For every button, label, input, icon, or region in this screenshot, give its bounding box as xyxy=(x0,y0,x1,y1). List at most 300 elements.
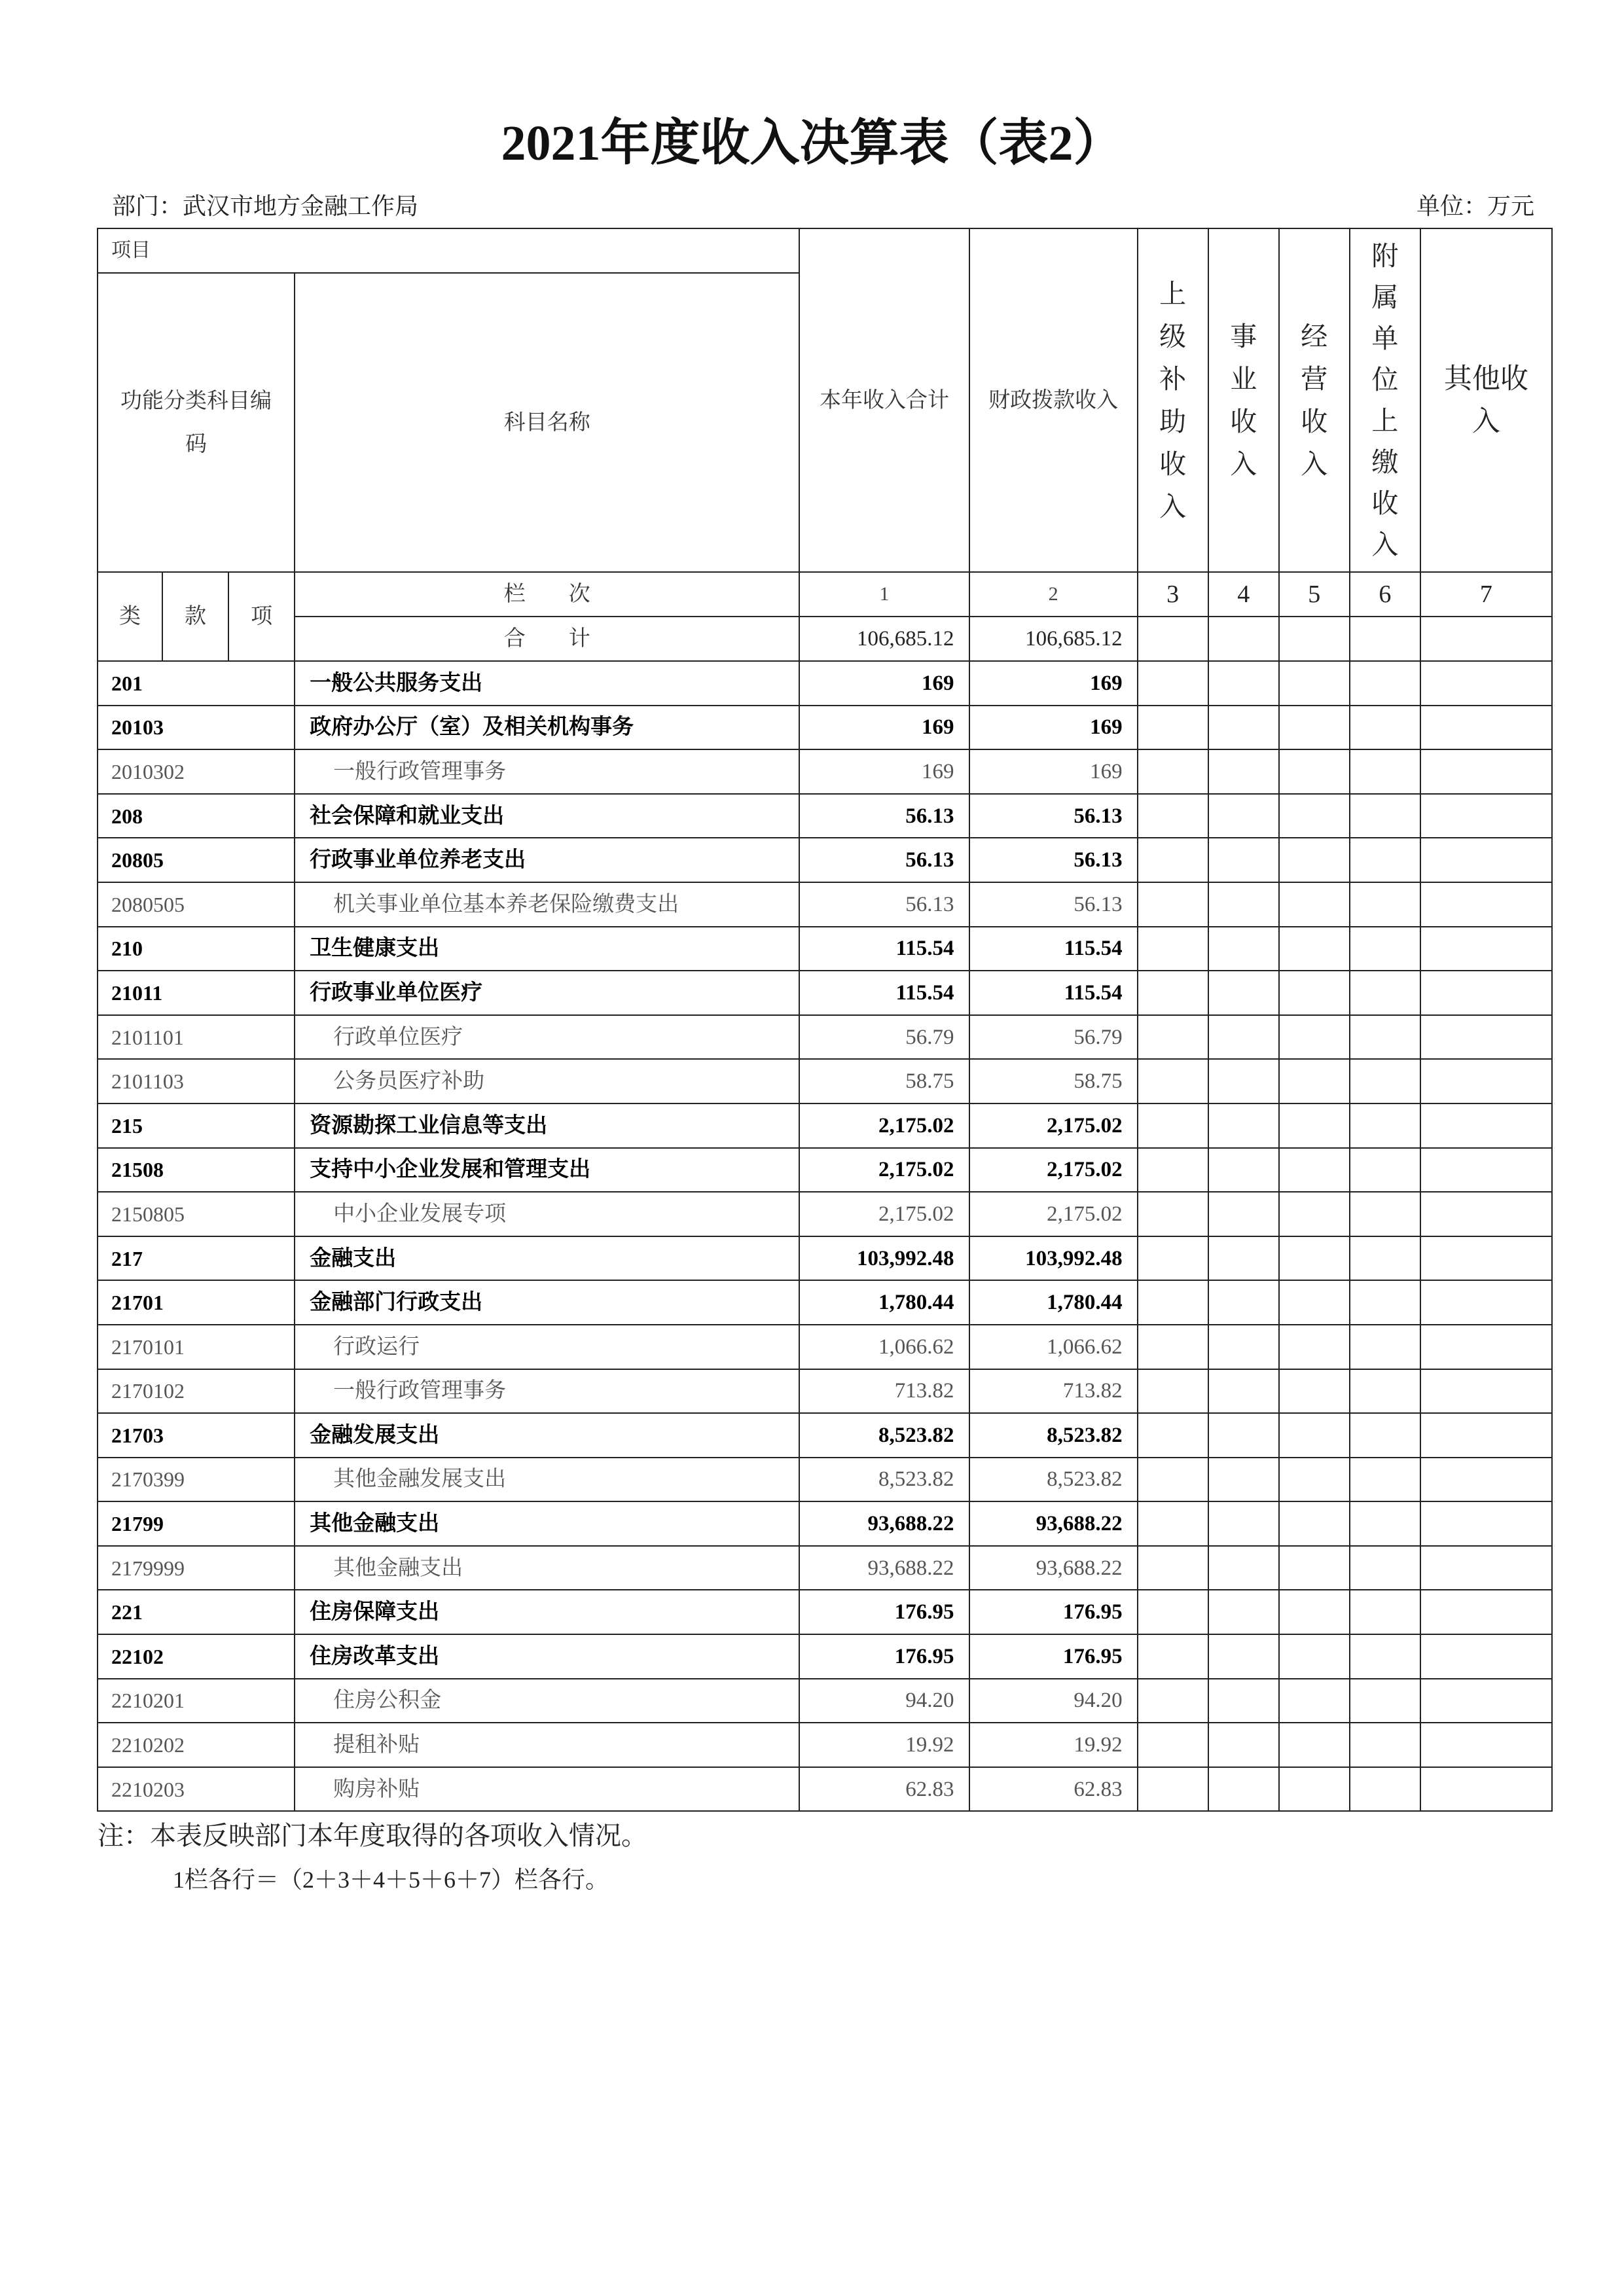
business-income-header xyxy=(1208,228,1279,572)
operating-income-cell xyxy=(1279,1590,1350,1634)
total-income-header-label: 本年收入合计 xyxy=(819,388,949,412)
upper-subsidy-cell xyxy=(1138,749,1208,794)
fiscal-appropriation-cell: 176.95 xyxy=(969,1590,1138,1634)
table-row xyxy=(98,1546,1552,1590)
upper-subsidy-cell xyxy=(1138,706,1208,750)
other-income-cell xyxy=(1420,1767,1552,1812)
project-header: 项目 xyxy=(98,228,799,273)
subject-code-header xyxy=(98,273,295,572)
total-income-cell: 56.79 xyxy=(799,1015,969,1060)
subject-code: 221 xyxy=(98,1590,295,1634)
other-income-cell xyxy=(1420,1413,1552,1458)
table-row xyxy=(98,749,1552,794)
table-row xyxy=(98,1325,1552,1369)
operating-income-cell xyxy=(1279,1325,1350,1369)
fiscal-appropriation-header xyxy=(969,228,1138,572)
affiliated-income-cell xyxy=(1350,1280,1420,1325)
column-number-3: 3 xyxy=(1138,572,1208,617)
other-income-cell xyxy=(1420,1015,1552,1060)
business-income-cell xyxy=(1208,1458,1279,1502)
fiscal-appropriation-cell: 1,066.62 xyxy=(969,1325,1138,1369)
subject-name: 一般行政管理事务 xyxy=(295,1369,799,1414)
subject-name: 住房改革支出 xyxy=(295,1634,799,1679)
fiscal-appropriation-cell: 169 xyxy=(969,661,1138,706)
column-number-5: 5 xyxy=(1279,572,1350,617)
affiliated-income-cell xyxy=(1350,1590,1420,1634)
table-row xyxy=(98,1103,1552,1148)
table-row xyxy=(98,1280,1552,1325)
other-income-cell xyxy=(1420,1103,1552,1148)
upper-subsidy-cell xyxy=(1138,1369,1208,1414)
subject-name: 金融支出 xyxy=(295,1236,799,1281)
business-income-header-label: 事业收入 xyxy=(1230,321,1257,479)
business-income-cell xyxy=(1208,927,1279,971)
total-other-income-value xyxy=(1420,617,1552,661)
operating-income-cell xyxy=(1279,1103,1350,1148)
other-income-cell xyxy=(1420,1546,1552,1590)
operating-income-cell xyxy=(1279,706,1350,750)
upper-subsidy-cell xyxy=(1138,1280,1208,1325)
operating-income-cell xyxy=(1279,1546,1350,1590)
subject-code: 2210201 xyxy=(98,1679,295,1723)
table-row xyxy=(98,1590,1552,1634)
total-income-cell: 8,523.82 xyxy=(799,1458,969,1502)
subject-name: 政府办公厅（室）及相关机构事务 xyxy=(295,706,799,750)
other-income-header xyxy=(1420,228,1552,572)
total-income-cell: 58.75 xyxy=(799,1059,969,1103)
upper-subsidy-cell xyxy=(1138,1236,1208,1281)
total-income-cell: 93,688.22 xyxy=(799,1501,969,1546)
operating-income-header xyxy=(1279,228,1350,572)
fiscal-appropriation-cell: 2,175.02 xyxy=(969,1192,1138,1236)
total-income-cell: 93,688.22 xyxy=(799,1546,969,1590)
subject-code-header-label: 功能分类科目编码 xyxy=(120,389,272,456)
business-income-cell xyxy=(1208,1325,1279,1369)
other-income-cell xyxy=(1420,1723,1552,1767)
other-income-cell xyxy=(1420,749,1552,794)
affiliated-income-cell xyxy=(1350,749,1420,794)
table-row xyxy=(98,927,1552,971)
subject-code: 2150805 xyxy=(98,1192,295,1236)
upper-subsidy-cell xyxy=(1138,1059,1208,1103)
table-row xyxy=(98,1458,1552,1502)
subject-code: 2210203 xyxy=(98,1767,295,1812)
subject-name: 一般公共服务支出 xyxy=(295,661,799,706)
upper-subsidy-cell xyxy=(1138,1723,1208,1767)
affiliated-income-cell xyxy=(1350,1634,1420,1679)
table-header xyxy=(98,228,1552,661)
business-income-cell xyxy=(1208,1723,1279,1767)
table-row xyxy=(98,661,1552,706)
fiscal-appropriation-cell: 169 xyxy=(969,749,1138,794)
total-upper-subsidy-value xyxy=(1138,617,1208,661)
affiliated-income-cell xyxy=(1350,1546,1420,1590)
fiscal-appropriation-cell: 115.54 xyxy=(969,971,1138,1015)
upper-subsidy-cell xyxy=(1138,1634,1208,1679)
table-row xyxy=(98,1723,1552,1767)
operating-income-cell xyxy=(1279,749,1350,794)
table-row xyxy=(98,838,1552,882)
fiscal-appropriation-cell: 8,523.82 xyxy=(969,1413,1138,1458)
fiscal-appropriation-cell: 94.20 xyxy=(969,1679,1138,1723)
affiliated-income-cell xyxy=(1350,1501,1420,1546)
total-income-cell: 115.54 xyxy=(799,927,969,971)
total-income-cell: 56.13 xyxy=(799,794,969,838)
income-table xyxy=(97,228,1553,1812)
fiscal-appropriation-cell: 103,992.48 xyxy=(969,1236,1138,1281)
subject-code: 2179999 xyxy=(98,1546,295,1590)
subject-code: 210 xyxy=(98,927,295,971)
other-income-cell xyxy=(1420,1325,1552,1369)
total-income-cell: 94.20 xyxy=(799,1679,969,1723)
fiscal-appropriation-cell: 62.83 xyxy=(969,1767,1138,1812)
other-income-cell xyxy=(1420,1192,1552,1236)
fiscal-appropriation-cell: 169 xyxy=(969,706,1138,750)
subject-code: 2080505 xyxy=(98,882,295,927)
header-row-project xyxy=(98,228,1552,273)
note-line-2: 1栏各行＝（2＋3＋4＋5＋6＋7）栏各行。 xyxy=(173,1867,609,1893)
kuan-header: 款 xyxy=(162,572,228,661)
total-income-cell: 2,175.02 xyxy=(799,1103,969,1148)
fiscal-appropriation-cell: 56.13 xyxy=(969,882,1138,927)
affiliated-income-cell xyxy=(1350,1015,1420,1060)
operating-income-cell xyxy=(1279,1634,1350,1679)
subject-name: 其他金融发展支出 xyxy=(295,1458,799,1502)
upper-subsidy-cell xyxy=(1138,1413,1208,1458)
business-income-cell xyxy=(1208,1015,1279,1060)
business-income-cell xyxy=(1208,882,1279,927)
operating-income-cell xyxy=(1279,1280,1350,1325)
table-row xyxy=(98,1501,1552,1546)
upper-subsidy-cell xyxy=(1138,1148,1208,1193)
business-income-cell xyxy=(1208,1767,1279,1812)
total-income-cell: 2,175.02 xyxy=(799,1148,969,1193)
subject-name: 购房补贴 xyxy=(295,1767,799,1812)
subject-name: 行政事业单位医疗 xyxy=(295,971,799,1015)
business-income-cell xyxy=(1208,1103,1279,1148)
operating-income-cell xyxy=(1279,1458,1350,1502)
affiliated-income-header-label: 附属单位上缴收入 xyxy=(1371,240,1399,560)
fiscal-appropriation-cell: 115.54 xyxy=(969,927,1138,971)
unit-label: 单位：万元 xyxy=(1416,193,1534,219)
operating-income-cell xyxy=(1279,1148,1350,1193)
fiscal-appropriation-cell: 58.75 xyxy=(969,1059,1138,1103)
affiliated-income-cell xyxy=(1350,927,1420,971)
fiscal-appropriation-cell: 56.79 xyxy=(969,1015,1138,1060)
subject-code: 21508 xyxy=(98,1148,295,1193)
subject-code: 208 xyxy=(98,794,295,838)
total-income-cell: 169 xyxy=(799,749,969,794)
affiliated-income-cell xyxy=(1350,1148,1420,1193)
upper-subsidy-cell xyxy=(1138,1679,1208,1723)
subject-name: 住房公积金 xyxy=(295,1679,799,1723)
upper-subsidy-cell xyxy=(1138,1590,1208,1634)
business-income-cell xyxy=(1208,1413,1279,1458)
upper-subsidy-cell xyxy=(1138,927,1208,971)
subject-code: 2101103 xyxy=(98,1059,295,1103)
table-row xyxy=(98,1369,1552,1414)
total-income-cell: 1,780.44 xyxy=(799,1280,969,1325)
business-income-cell xyxy=(1208,1280,1279,1325)
operating-income-cell xyxy=(1279,1236,1350,1281)
operating-income-cell xyxy=(1279,927,1350,971)
operating-income-cell xyxy=(1279,1767,1350,1812)
other-income-cell xyxy=(1420,882,1552,927)
subject-name: 中小企业发展专项 xyxy=(295,1192,799,1236)
other-income-cell xyxy=(1420,1679,1552,1723)
total-income-header xyxy=(799,228,969,572)
table-row xyxy=(98,794,1552,838)
subject-code: 2101101 xyxy=(98,1015,295,1060)
affiliated-income-cell xyxy=(1350,1679,1420,1723)
subject-code: 217 xyxy=(98,1236,295,1281)
affiliated-income-cell xyxy=(1350,1325,1420,1369)
subject-name: 支持中小企业发展和管理支出 xyxy=(295,1148,799,1193)
other-income-cell xyxy=(1420,927,1552,971)
subject-name: 金融部门行政支出 xyxy=(295,1280,799,1325)
fiscal-appropriation-cell: 93,688.22 xyxy=(969,1546,1138,1590)
fiscal-appropriation-cell: 93,688.22 xyxy=(969,1501,1138,1546)
affiliated-income-header xyxy=(1350,228,1420,572)
business-income-cell xyxy=(1208,1369,1279,1414)
total-income-cell: 169 xyxy=(799,661,969,706)
table-row xyxy=(98,1679,1552,1723)
operating-income-cell xyxy=(1279,1413,1350,1458)
total-row xyxy=(98,617,1552,661)
other-income-cell xyxy=(1420,1634,1552,1679)
business-income-cell xyxy=(1208,1148,1279,1193)
subject-name: 其他金融支出 xyxy=(295,1501,799,1546)
xiang-header: 项 xyxy=(228,572,295,661)
total-income-cell: 103,992.48 xyxy=(799,1236,969,1281)
other-income-cell xyxy=(1420,1590,1552,1634)
table-row xyxy=(98,1059,1552,1103)
affiliated-income-cell xyxy=(1350,882,1420,927)
total-income-cell: 176.95 xyxy=(799,1590,969,1634)
fiscal-appropriation-cell: 2,175.02 xyxy=(969,1148,1138,1193)
affiliated-income-cell xyxy=(1350,794,1420,838)
table-row xyxy=(98,1413,1552,1458)
fiscal-appropriation-cell: 713.82 xyxy=(969,1369,1138,1414)
table-body xyxy=(98,661,1552,1811)
table-row xyxy=(98,1015,1552,1060)
subject-name: 提租补贴 xyxy=(295,1723,799,1767)
fiscal-appropriation-cell: 56.13 xyxy=(969,794,1138,838)
total-income-value: 106,685.12 xyxy=(799,617,969,661)
subject-name: 其他金融支出 xyxy=(295,1546,799,1590)
subject-name: 资源勘探工业信息等支出 xyxy=(295,1103,799,1148)
fiscal-appropriation-cell: 19.92 xyxy=(969,1723,1138,1767)
other-income-cell xyxy=(1420,794,1552,838)
fiscal-appropriation-header-label: 财政拨款收入 xyxy=(988,388,1119,412)
other-income-cell xyxy=(1420,1458,1552,1502)
upper-subsidy-cell xyxy=(1138,1767,1208,1812)
affiliated-income-cell xyxy=(1350,1103,1420,1148)
other-income-cell xyxy=(1420,1236,1552,1281)
total-income-cell: 1,066.62 xyxy=(799,1325,969,1369)
table-row xyxy=(98,882,1552,927)
affiliated-income-cell xyxy=(1350,1767,1420,1812)
subject-code: 21011 xyxy=(98,971,295,1015)
affiliated-income-cell xyxy=(1350,706,1420,750)
business-income-cell xyxy=(1208,661,1279,706)
affiliated-income-cell xyxy=(1350,1458,1420,1502)
operating-income-cell xyxy=(1279,1192,1350,1236)
page-title: 2021年度收入决算表（表2） xyxy=(501,116,1123,171)
business-income-cell xyxy=(1208,794,1279,838)
operating-income-cell xyxy=(1279,661,1350,706)
operating-income-cell xyxy=(1279,794,1350,838)
other-income-cell xyxy=(1420,1059,1552,1103)
other-income-cell xyxy=(1420,661,1552,706)
business-income-cell xyxy=(1208,706,1279,750)
upper-subsidy-cell xyxy=(1138,971,1208,1015)
subject-name: 机关事业单位基本养老保险缴费支出 xyxy=(295,882,799,927)
fiscal-appropriation-cell: 8,523.82 xyxy=(969,1458,1138,1502)
upper-subsidy-header-label: 上级补助收入 xyxy=(1159,278,1187,522)
operating-income-cell xyxy=(1279,1059,1350,1103)
subject-code: 20103 xyxy=(98,706,295,750)
other-income-header-label: 其他收入 xyxy=(1443,363,1528,437)
other-income-cell xyxy=(1420,1369,1552,1414)
operating-income-cell xyxy=(1279,838,1350,882)
subject-name: 行政单位医疗 xyxy=(295,1015,799,1060)
other-income-cell xyxy=(1420,971,1552,1015)
other-income-cell xyxy=(1420,706,1552,750)
business-income-cell xyxy=(1208,1059,1279,1103)
business-income-cell xyxy=(1208,1634,1279,1679)
total-income-cell: 115.54 xyxy=(799,971,969,1015)
business-income-cell xyxy=(1208,1679,1279,1723)
other-income-cell xyxy=(1420,838,1552,882)
total-business-income-value xyxy=(1208,617,1279,661)
subject-code: 21701 xyxy=(98,1280,295,1325)
subject-name: 社会保障和就业支出 xyxy=(295,794,799,838)
subject-code: 20805 xyxy=(98,838,295,882)
affiliated-income-cell xyxy=(1350,661,1420,706)
table-row xyxy=(98,1236,1552,1281)
subject-name: 公务员医疗补助 xyxy=(295,1059,799,1103)
affiliated-income-cell xyxy=(1350,1236,1420,1281)
subject-name: 行政事业单位养老支出 xyxy=(295,838,799,882)
affiliated-income-cell xyxy=(1350,1413,1420,1458)
subject-code: 2010302 xyxy=(98,749,295,794)
column-number-7: 7 xyxy=(1420,572,1552,617)
operating-income-cell xyxy=(1279,1723,1350,1767)
total-income-cell: 176.95 xyxy=(799,1634,969,1679)
total-income-cell: 19.92 xyxy=(799,1723,969,1767)
total-affiliated-income-value xyxy=(1350,617,1420,661)
upper-subsidy-cell xyxy=(1138,1325,1208,1369)
fiscal-appropriation-cell: 176.95 xyxy=(969,1634,1138,1679)
business-income-cell xyxy=(1208,1501,1279,1546)
column-number-4: 4 xyxy=(1208,572,1279,617)
table-row xyxy=(98,706,1552,750)
subject-name: 一般行政管理事务 xyxy=(295,749,799,794)
column-number-1: 1 xyxy=(799,572,969,617)
subject-code: 21799 xyxy=(98,1501,295,1546)
total-label: 合 计 xyxy=(295,617,799,661)
column-number-6: 6 xyxy=(1350,572,1420,617)
upper-subsidy-cell xyxy=(1138,1458,1208,1502)
total-income-cell: 8,523.82 xyxy=(799,1413,969,1458)
operating-income-cell xyxy=(1279,1679,1350,1723)
other-income-cell xyxy=(1420,1148,1552,1193)
total-income-cell: 2,175.02 xyxy=(799,1192,969,1236)
total-income-cell: 713.82 xyxy=(799,1369,969,1414)
subject-name-header xyxy=(295,273,799,572)
column-number-label: 栏 次 xyxy=(295,572,799,617)
upper-subsidy-cell xyxy=(1138,1015,1208,1060)
operating-income-header-label: 经营收入 xyxy=(1301,321,1328,479)
table-row xyxy=(98,1634,1552,1679)
affiliated-income-cell xyxy=(1350,1369,1420,1414)
subject-name-header-label: 科目名称 xyxy=(503,410,590,435)
operating-income-cell xyxy=(1279,1015,1350,1060)
subject-code: 2210202 xyxy=(98,1723,295,1767)
subject-name: 行政运行 xyxy=(295,1325,799,1369)
affiliated-income-cell xyxy=(1350,838,1420,882)
upper-subsidy-cell xyxy=(1138,1501,1208,1546)
upper-subsidy-cell xyxy=(1138,1192,1208,1236)
note-line-1: 注：本表反映部门本年度取得的各项收入情况。 xyxy=(98,1821,647,1850)
affiliated-income-cell xyxy=(1350,1192,1420,1236)
subject-code: 2170399 xyxy=(98,1458,295,1502)
lei-header: 类 xyxy=(98,572,162,661)
total-income-cell: 169 xyxy=(799,706,969,750)
upper-subsidy-cell xyxy=(1138,661,1208,706)
table-row xyxy=(98,1767,1552,1812)
other-income-cell xyxy=(1420,1501,1552,1546)
total-income-cell: 62.83 xyxy=(799,1767,969,1812)
column-number-row xyxy=(98,572,1552,617)
subject-code: 21703 xyxy=(98,1413,295,1458)
total-operating-income-value xyxy=(1279,617,1350,661)
fiscal-appropriation-cell: 56.13 xyxy=(969,838,1138,882)
subject-code: 22102 xyxy=(98,1634,295,1679)
upper-subsidy-cell xyxy=(1138,1103,1208,1148)
fiscal-appropriation-cell: 1,780.44 xyxy=(969,1280,1138,1325)
business-income-cell xyxy=(1208,1590,1279,1634)
upper-subsidy-cell xyxy=(1138,838,1208,882)
operating-income-cell xyxy=(1279,882,1350,927)
subject-code: 201 xyxy=(98,661,295,706)
table-row xyxy=(98,971,1552,1015)
department-label: 部门：武汉市地方金融工作局 xyxy=(112,193,419,219)
operating-income-cell xyxy=(1279,971,1350,1015)
subject-code: 215 xyxy=(98,1103,295,1148)
upper-subsidy-cell xyxy=(1138,1546,1208,1590)
subject-name: 住房保障支出 xyxy=(295,1590,799,1634)
affiliated-income-cell xyxy=(1350,1059,1420,1103)
affiliated-income-cell xyxy=(1350,1723,1420,1767)
business-income-cell xyxy=(1208,749,1279,794)
table-row xyxy=(98,1192,1552,1236)
subject-code: 2170102 xyxy=(98,1369,295,1414)
upper-subsidy-cell xyxy=(1138,882,1208,927)
total-income-cell: 56.13 xyxy=(799,838,969,882)
upper-subsidy-cell xyxy=(1138,794,1208,838)
business-income-cell xyxy=(1208,1546,1279,1590)
operating-income-cell xyxy=(1279,1369,1350,1414)
business-income-cell xyxy=(1208,971,1279,1015)
subject-name: 金融发展支出 xyxy=(295,1413,799,1458)
subject-name: 卫生健康支出 xyxy=(295,927,799,971)
subject-code: 2170101 xyxy=(98,1325,295,1369)
affiliated-income-cell xyxy=(1350,971,1420,1015)
total-fiscal-value: 106,685.12 xyxy=(969,617,1138,661)
fiscal-appropriation-cell: 2,175.02 xyxy=(969,1103,1138,1148)
